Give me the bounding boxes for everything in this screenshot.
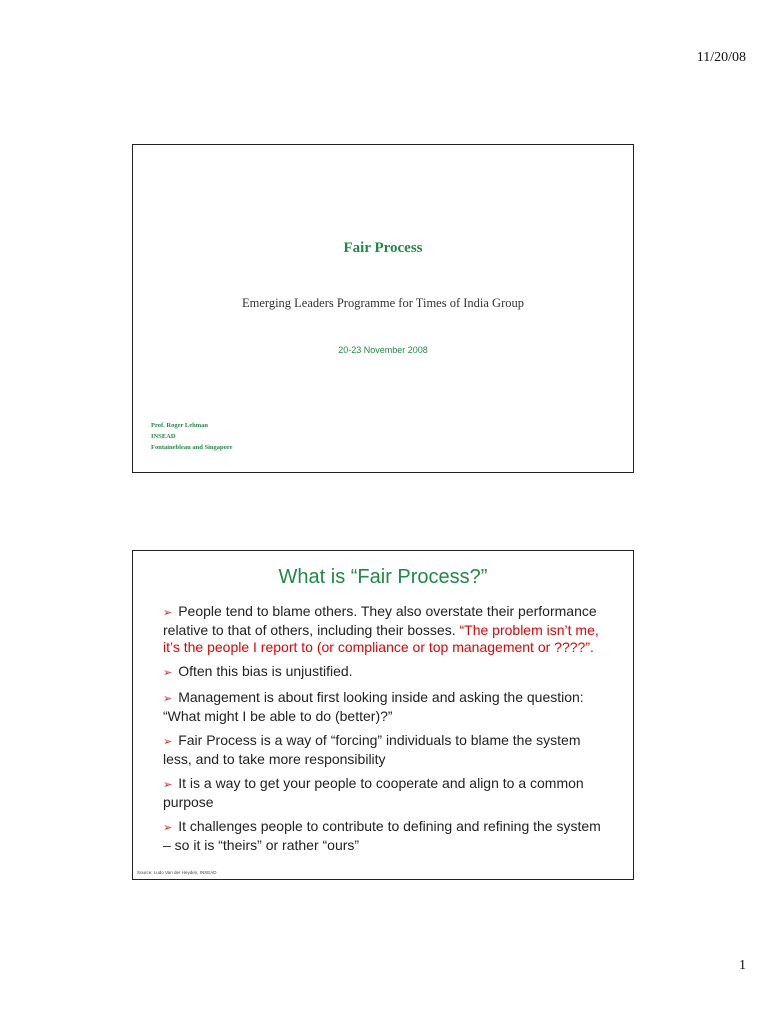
item-text: Management is about first looking inside and asking the question: “What might I be able to do (better)?” (163, 689, 584, 724)
item-text: It challenges people to contribute to defining and refining the system – so it is “theirs” or rather “ours” (163, 818, 601, 853)
slide-title: Fair Process (343, 240, 423, 256)
title-slide (132, 144, 634, 473)
highlight-quote: “The problem isn’t me, it’s the people I report to (or compliance or top management or ????”. (163, 622, 599, 655)
item-text: People tend to blame others. They also overstate their performance relative to that of others, including their bosses. (163, 603, 597, 638)
arrow-bullet-icon: ➢ (163, 667, 173, 679)
arrow-bullet-icon: ➢ (163, 736, 173, 748)
content-slide (132, 550, 634, 880)
list-item (163, 818, 611, 854)
author-location: Fontainebleau and Singapore (151, 444, 233, 451)
slide-title: What is “Fair Process?” (278, 566, 488, 588)
bullet-list (163, 603, 611, 861)
arrow-bullet-icon: ➢ (163, 693, 173, 705)
header-date: 11/20/08 (696, 50, 746, 65)
item-text: Often this bias is unjustified. (178, 663, 353, 679)
author-name: Prof. Roger Lehman (151, 422, 208, 429)
slide-subtitle: Emerging Leaders Programme for Times of India Group (241, 296, 524, 310)
item-text: Fair Process is a way of “forcing” individuals to blame the system less, and to take more responsibility (163, 732, 581, 767)
arrow-bullet-icon: ➢ (163, 822, 173, 834)
list-item (163, 732, 611, 768)
list-item (163, 603, 611, 656)
author-institution: INSEAD (151, 433, 176, 440)
item-text: It is a way to get your people to cooperate and align to a common purpose (163, 775, 584, 810)
slide-date: 20-23 November 2008 (338, 345, 428, 355)
list-item (163, 775, 611, 811)
arrow-bullet-icon: ➢ (163, 779, 173, 791)
author-block (151, 420, 233, 453)
arrow-bullet-icon: ➢ (163, 607, 173, 619)
list-item (163, 663, 611, 682)
list-item (163, 689, 611, 725)
source-note: Source: Ludo Van der Heyden, INSEAD (137, 870, 217, 875)
page-number: 1 (739, 958, 746, 973)
